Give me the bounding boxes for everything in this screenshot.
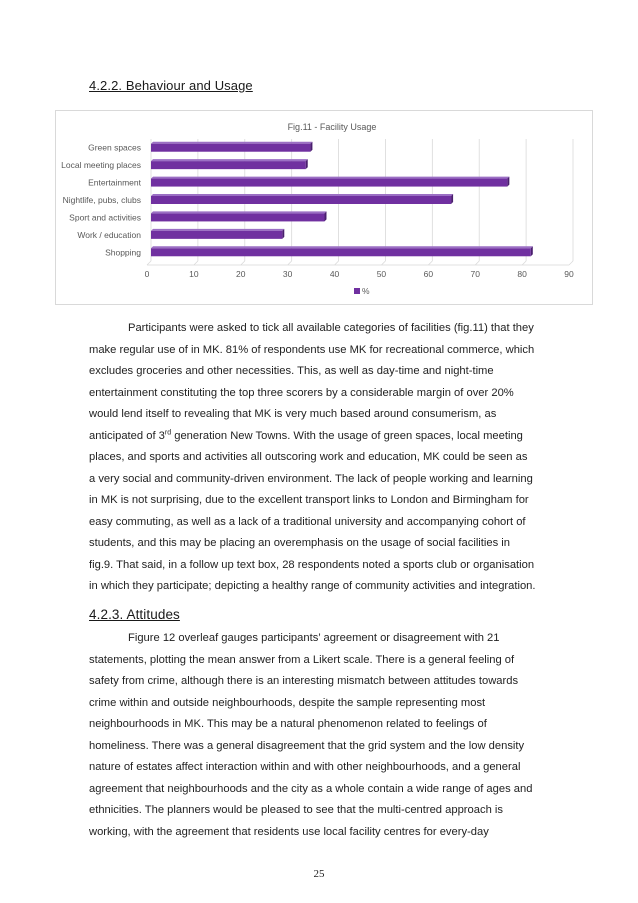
bar: [151, 231, 282, 239]
para2-line: working, with the agreement that residents use local facility centres for every-day: [89, 825, 489, 838]
category-label: Shopping: [105, 247, 141, 258]
para1-line: a very social and community-driven environment. The lack of people working and learning: [89, 472, 533, 485]
x-tick-label: 70: [470, 269, 480, 279]
x-tick-label: 80: [517, 269, 527, 279]
x-tick-label: 90: [564, 269, 574, 279]
bar: [151, 144, 310, 152]
para2-line: homeliness. There was a general disagreement that the grid system and the low density: [89, 739, 525, 752]
gridline-floor: [522, 261, 526, 265]
para1-line: anticipated of 3: [89, 429, 165, 442]
chart-title: Fig.11 - Facility Usage: [287, 122, 377, 132]
para1-line: generation New Towns. With the usage of green spaces, local meeting: [171, 429, 523, 442]
section-heading-attitudes: 4.2.3. Attitudes: [89, 607, 180, 622]
para2-line: crime within and outside neighbourhoods, despite the sample representing most: [89, 696, 486, 709]
legend-label: %: [362, 286, 370, 296]
paragraph-behaviour: [89, 318, 564, 598]
para1-line: entertainment constituting the top three scorers by a considerable margin of over 20%: [89, 386, 514, 399]
bar-top-face: [151, 211, 326, 213]
para1-line: fig.9. That said, in a follow up text box, 28 respondents noted a sports club or organisation: [89, 558, 535, 571]
para2-line: neighbourhoods in MK. This may be a natural phenomenon related to feelings of: [89, 718, 487, 730]
bar: [151, 179, 507, 187]
page-number: 25: [313, 868, 325, 880]
gridline-floor: [288, 261, 292, 265]
category-label: Green spaces: [88, 142, 141, 153]
category-label: Local meeting places: [61, 160, 141, 171]
para1-line: easy commuting, as well as a lack of a traditional university and accompanying cohort of: [89, 515, 526, 528]
x-tick-label: 30: [282, 269, 293, 279]
para1-line: in MK is not surprising, due to the excellent transport links to London and Birmingham for: [89, 494, 529, 506]
para2-line: agreement that neighbourhoods and the city as a whole contain a wide range of ages and: [89, 782, 533, 795]
para2-line: nature of estates affect interaction within and with other neighbourhoods, and a general: [89, 761, 521, 773]
gridline-floor: [475, 261, 479, 265]
paragraph-attitudes: [89, 628, 564, 843]
para2-line: ethnicities. The planners would be pleased to see that the multi-centred approach is: [89, 804, 503, 816]
x-tick-label: 40: [329, 269, 340, 279]
para1-line: in which they participate; depicting a healthy range of community activities and integration.: [89, 580, 536, 592]
gridline-floor: [569, 261, 573, 265]
gridline-floor: [335, 261, 339, 265]
gridline-floor: [428, 261, 432, 265]
category-label: Entertainment: [88, 177, 141, 188]
gridline-floor: [241, 261, 245, 265]
para1-line: places, and sports and activities all outscoring work and education, MK could be seen as: [89, 451, 528, 463]
x-tick-label: 0: [144, 269, 150, 279]
para2-line: safety from crime, although there is an interesting mismatch between attitudes towards: [89, 675, 519, 687]
x-tick-label: 20: [236, 269, 246, 279]
para1-line: excludes groceries and other necessities. This, as well as day-time and night-time: [89, 365, 494, 377]
para1-line: Participants were asked to tick all available categories of facilities (fig.11) that they: [128, 322, 534, 334]
chart-svg: [56, 111, 592, 304]
gridline-floor: [147, 261, 151, 265]
superscript-rd: rd: [164, 428, 172, 436]
para1-line: would lend itself to revealing that MK is very much based around consumerism, as: [89, 408, 497, 420]
x-tick-label: 10: [189, 269, 199, 279]
bar: [151, 196, 451, 204]
bar: [151, 213, 324, 221]
gridline-floor: [194, 261, 198, 265]
bar-top-face: [151, 246, 533, 248]
bar-top-face: [151, 229, 284, 231]
para1-line: make regular use of in MK. 81% of respondents use MK for recreational commerce, which: [89, 343, 535, 356]
gridline-floor: [381, 261, 385, 265]
facility-usage-chart: [55, 110, 593, 305]
section-heading-behaviour-usage: 4.2.2. Behaviour and Usage: [89, 78, 253, 93]
bar-top-face: [151, 177, 509, 179]
category-label: Nightlife, pubs, clubs: [62, 195, 141, 205]
para1-line: students, and this may be placing an overemphasis on the usage of social facilities in: [89, 537, 511, 549]
bar-top-face: [151, 142, 312, 144]
x-tick-label: 50: [376, 269, 387, 279]
category-label: Sport and activities: [69, 212, 141, 223]
category-label: Work / education: [77, 229, 141, 240]
para2-line: Figure 12 overleaf gauges participants’ agreement or disagreement with 21: [128, 632, 500, 644]
x-tick-label: 60: [423, 269, 434, 279]
legend-swatch: [354, 288, 360, 294]
bar-top-face: [151, 194, 453, 196]
bar: [151, 248, 531, 256]
para2-line: statements, plotting the mean answer from a Likert scale. There is a general feeling of: [89, 653, 515, 666]
bar: [151, 161, 306, 169]
bar-top-face: [151, 159, 308, 161]
